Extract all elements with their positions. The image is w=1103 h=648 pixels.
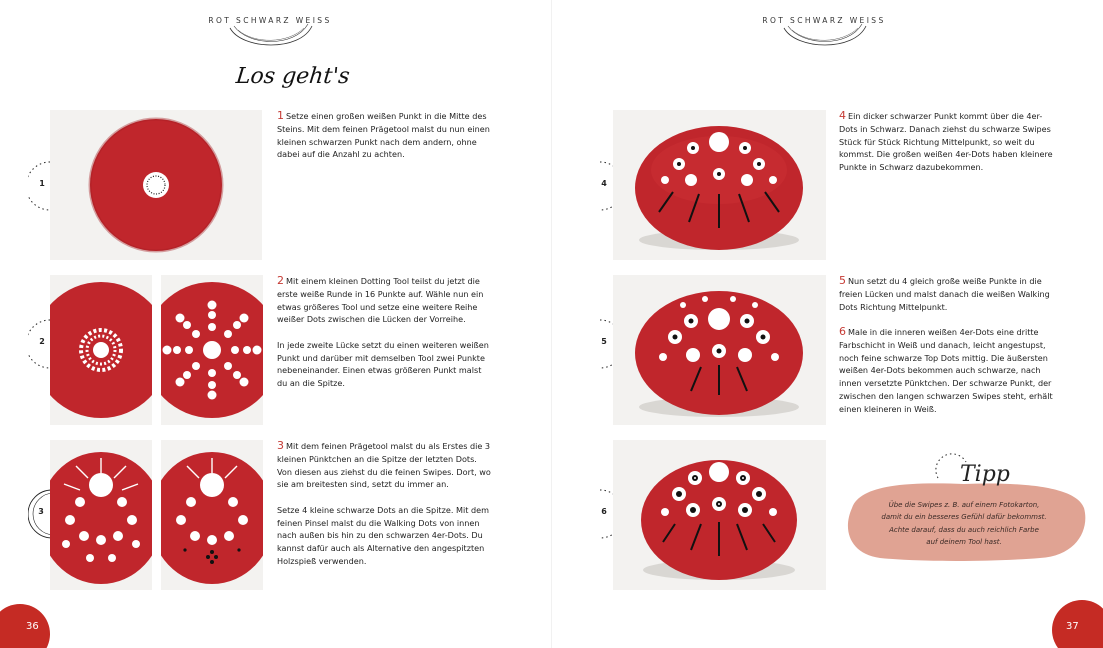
step-5-6-text [839, 275, 1054, 428]
section-header [744, 0, 904, 48]
step-paragraph: Mit einem kleinen Dotting Tool teilst du jetzt die erste weiße Runde in 16 Punkte auf. Wähle nun ein etwas größeres Tool und setze eine weitere Reihe weißer Dots zwischen die Lücken der Vorreihe. [277, 276, 484, 325]
step-2a-photo [50, 275, 152, 425]
page-number: 37 [1066, 621, 1079, 632]
header-text: ROT SCHWARZ WEISS [762, 16, 886, 25]
step-5-photo [613, 275, 826, 425]
step-number: 2 [277, 274, 284, 287]
step-2-text [277, 275, 492, 403]
step-marker-number: 6 [601, 507, 607, 516]
step-number: 5 [839, 274, 846, 287]
step-number: 6 [839, 324, 846, 338]
step-paragraph: Male in die inneren weißen 4er-Dots eine dritte Farbschicht in Weiß und danach, leicht angestupst, noch feine schwarze Top Dots mittig. Die äußersten weißen 4er-Dots bekommen auch schwarze, nach innen versetzte Pünktchen. Der schwarze Punkt, der zwischen den langen schwarzen Swipes steht, erhält einen kleineren in Weiß. [839, 326, 1053, 414]
step-3a-photo [50, 440, 152, 590]
step-marker-number: 3 [38, 507, 44, 516]
step-3b-photo [161, 440, 263, 590]
left-page [0, 0, 551, 648]
step-marker-number: 1 [39, 179, 45, 188]
step-paragraph: Mit dem feinen Prägetool malst du als Erstes die 3 kleinen Pünktchen an die Spitze der letzten Dots. Von diesen aus ziehst du die feinen Swipes. Dort, wo sie am breitesten sind, setzt du immer an. [277, 441, 491, 490]
page-number-dot [0, 604, 50, 648]
header-text: ROT SCHWARZ WEISS [208, 16, 332, 25]
page-title: Los geht's [234, 64, 351, 89]
step-paragraph: In jede zweite Lücke setzt du einen weiteren weißen Punkt und darüber mit demselben Tool zwei Punkte nebeneinander. Einen etwas größeren Punkt malst du an die Spitze. [277, 339, 489, 389]
tip-line: Übe die Swipes z. B. auf einem Fotokarton, [888, 501, 1040, 509]
section-header [190, 0, 350, 48]
step-number: 4 [839, 109, 846, 122]
tip-title: Tipp [960, 462, 1010, 487]
step-4-photo [613, 110, 826, 260]
step-paragraph: Setze einen großen weißen Punkt in die Mitte des Steins. Mit dem feinen Prägetool malst du nun einen kleinen schwarzen Punkt nach dem andern, ohne dabei auf die Anzahl zu achten. [277, 111, 490, 160]
step-4-text [839, 110, 1054, 187]
step-3-text [277, 440, 492, 580]
step-paragraph: Ein dicker schwarzer Punkt kommt über die 4er-Dots in Schwarz. Danach ziehst du schwarze Swipes Stück für Stück Richtung Mittelpunkt, so weit du kommst. Die großen weißen 4er-Dots haben kleinere Punkte in Schwarz dazubekommen. [839, 111, 1053, 173]
step-paragraph: Nun setzt du 4 gleich große weiße Punkte in die freien Lücken und malst danach die weißen Walking Dots Richtung Mittelpunkt. [839, 276, 1050, 312]
page-number: 36 [26, 621, 39, 632]
step-number: 1 [277, 109, 284, 122]
step-marker-number: 5 [601, 337, 607, 346]
tip-line: damit du ein besseres Gefühl dafür bekommst. [881, 513, 1047, 522]
right-page [552, 0, 1103, 648]
step-1-text [277, 110, 492, 174]
step-6-photo [613, 440, 826, 590]
step-marker-number: 2 [39, 337, 45, 346]
tip-line: auf deinem Tool hast. [926, 538, 1002, 547]
step-1-photo [50, 110, 262, 260]
tip-line: Achte darauf, dass du auch reichlich Farbe [889, 525, 1039, 534]
step-2b-photo [161, 275, 263, 425]
step-paragraph: Setze 4 kleine schwarze Dots an die Spitze. Mit dem feinen Pinsel malst du die Walking Dots von innen nach außen bis hin zu den schwarzen 4er-Dots. Du kannst dafür auch als Alternative den angespitzten Holzspieß verwenden. [277, 504, 489, 566]
step-marker-number: 4 [601, 179, 607, 188]
step-number: 3 [277, 439, 284, 452]
tip-box [840, 478, 1088, 564]
tip-text [860, 499, 1068, 549]
